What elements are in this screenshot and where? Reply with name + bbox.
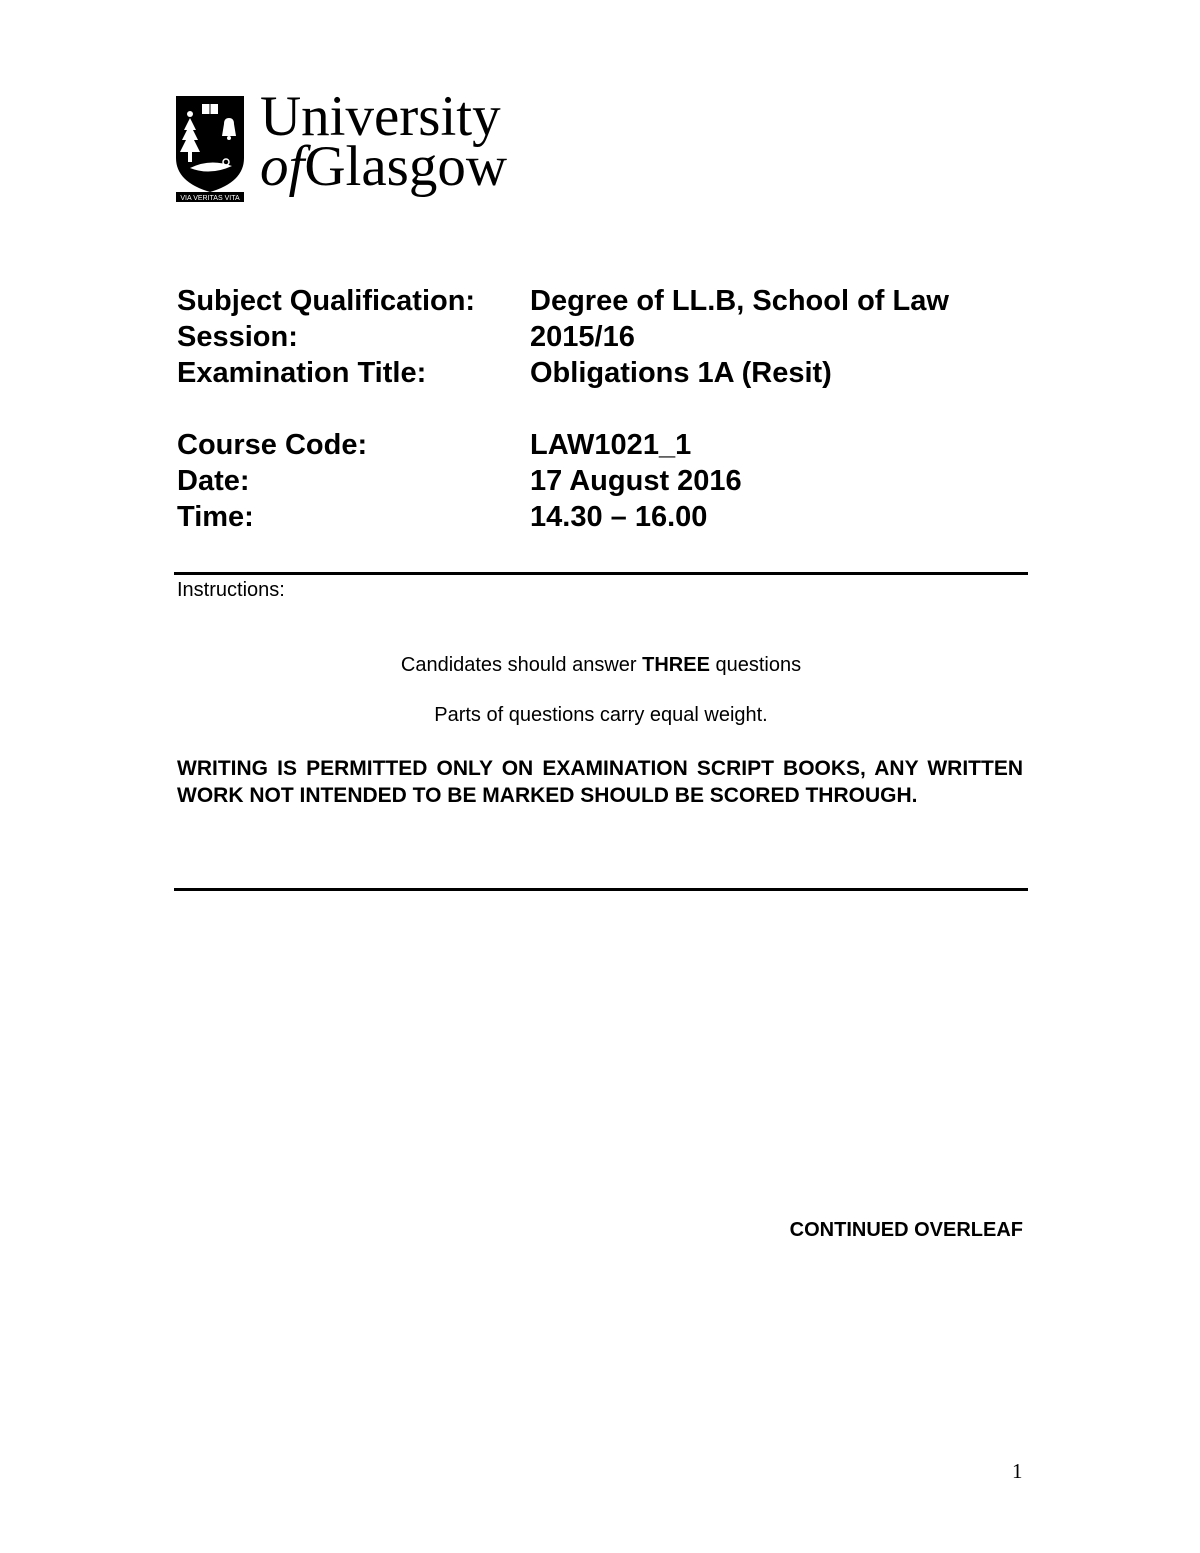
meta-value: Obligations 1A (Resit): [530, 357, 832, 389]
meta-label: Subject Qualification:: [177, 285, 476, 317]
meta-label: Date:: [177, 465, 250, 497]
meta-value: 17 August 2016: [530, 465, 742, 497]
continued-overleaf: CONTINUED OVERLEAF: [789, 1219, 1023, 1241]
meta-label: Time:: [177, 501, 254, 533]
university-crest-icon: [176, 96, 244, 204]
page-number: 1: [1012, 1459, 1023, 1483]
meta-label: Session:: [177, 321, 298, 353]
instruction-equal-weight: Parts of questions carry equal weight.: [434, 704, 768, 726]
writing-warning: WRITING IS PERMITTED ONLY ON EXAMINATION SCRIPT BOOKS, ANY WRITTEN WORK NOT INTENDED TO BE MARKED SHOULD BE SCORED THROUGH.: [177, 757, 1023, 807]
meta-value: 14.30 – 16.00: [530, 501, 708, 533]
logo-of-text: of: [260, 135, 305, 198]
logo-wordmark: [260, 85, 507, 198]
motto-text: VIA VERITAS VITA: [180, 195, 240, 202]
instruction-answer-three: [174, 653, 1028, 677]
logo-line-glasgow: [260, 135, 507, 198]
meta-value: LAW1021_1: [530, 429, 692, 461]
logo-glasgow-text: Glasgow: [304, 135, 507, 198]
instruction-text: questions: [709, 654, 802, 676]
divider-bottom: [174, 888, 1028, 891]
divider-top: [174, 572, 1028, 575]
logo-line-university: University: [260, 85, 501, 148]
meta-value: 2015/16: [530, 321, 635, 353]
instruction-emphasis: THREE: [642, 654, 710, 676]
meta-value: Degree of LL.B, School of Law: [530, 285, 949, 317]
instructions-label: Instructions:: [177, 579, 285, 601]
university-logo: [176, 85, 516, 204]
instruction-text: Candidates should answer: [400, 654, 643, 676]
meta-label: Course Code:: [177, 429, 368, 461]
meta-label: Examination Title:: [177, 357, 427, 389]
